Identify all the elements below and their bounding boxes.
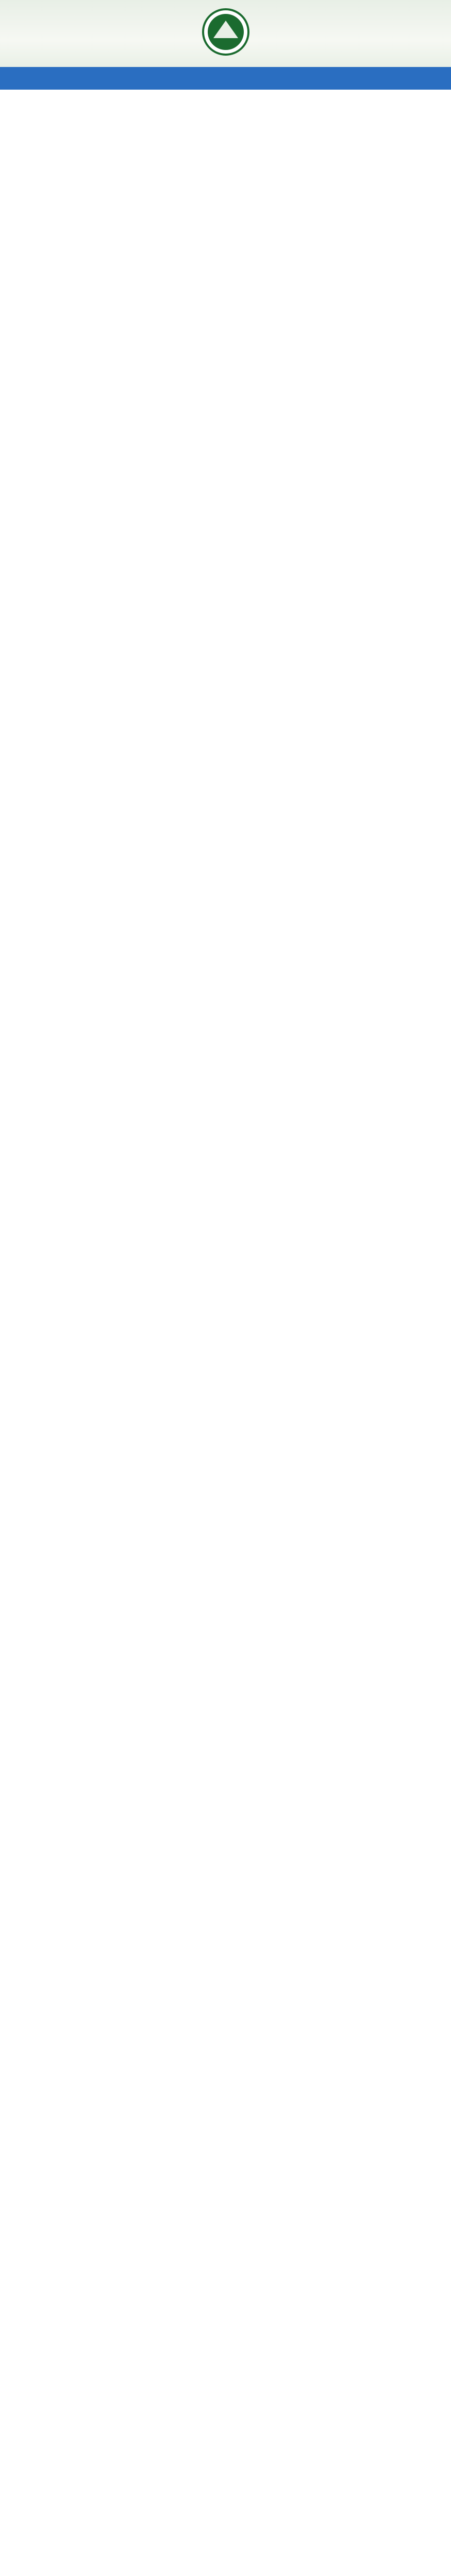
banner — [0, 0, 451, 67]
school-logo-icon — [201, 7, 250, 57]
footer-space — [18, 110, 433, 131]
page-title — [0, 67, 451, 90]
article-body — [0, 90, 451, 131]
